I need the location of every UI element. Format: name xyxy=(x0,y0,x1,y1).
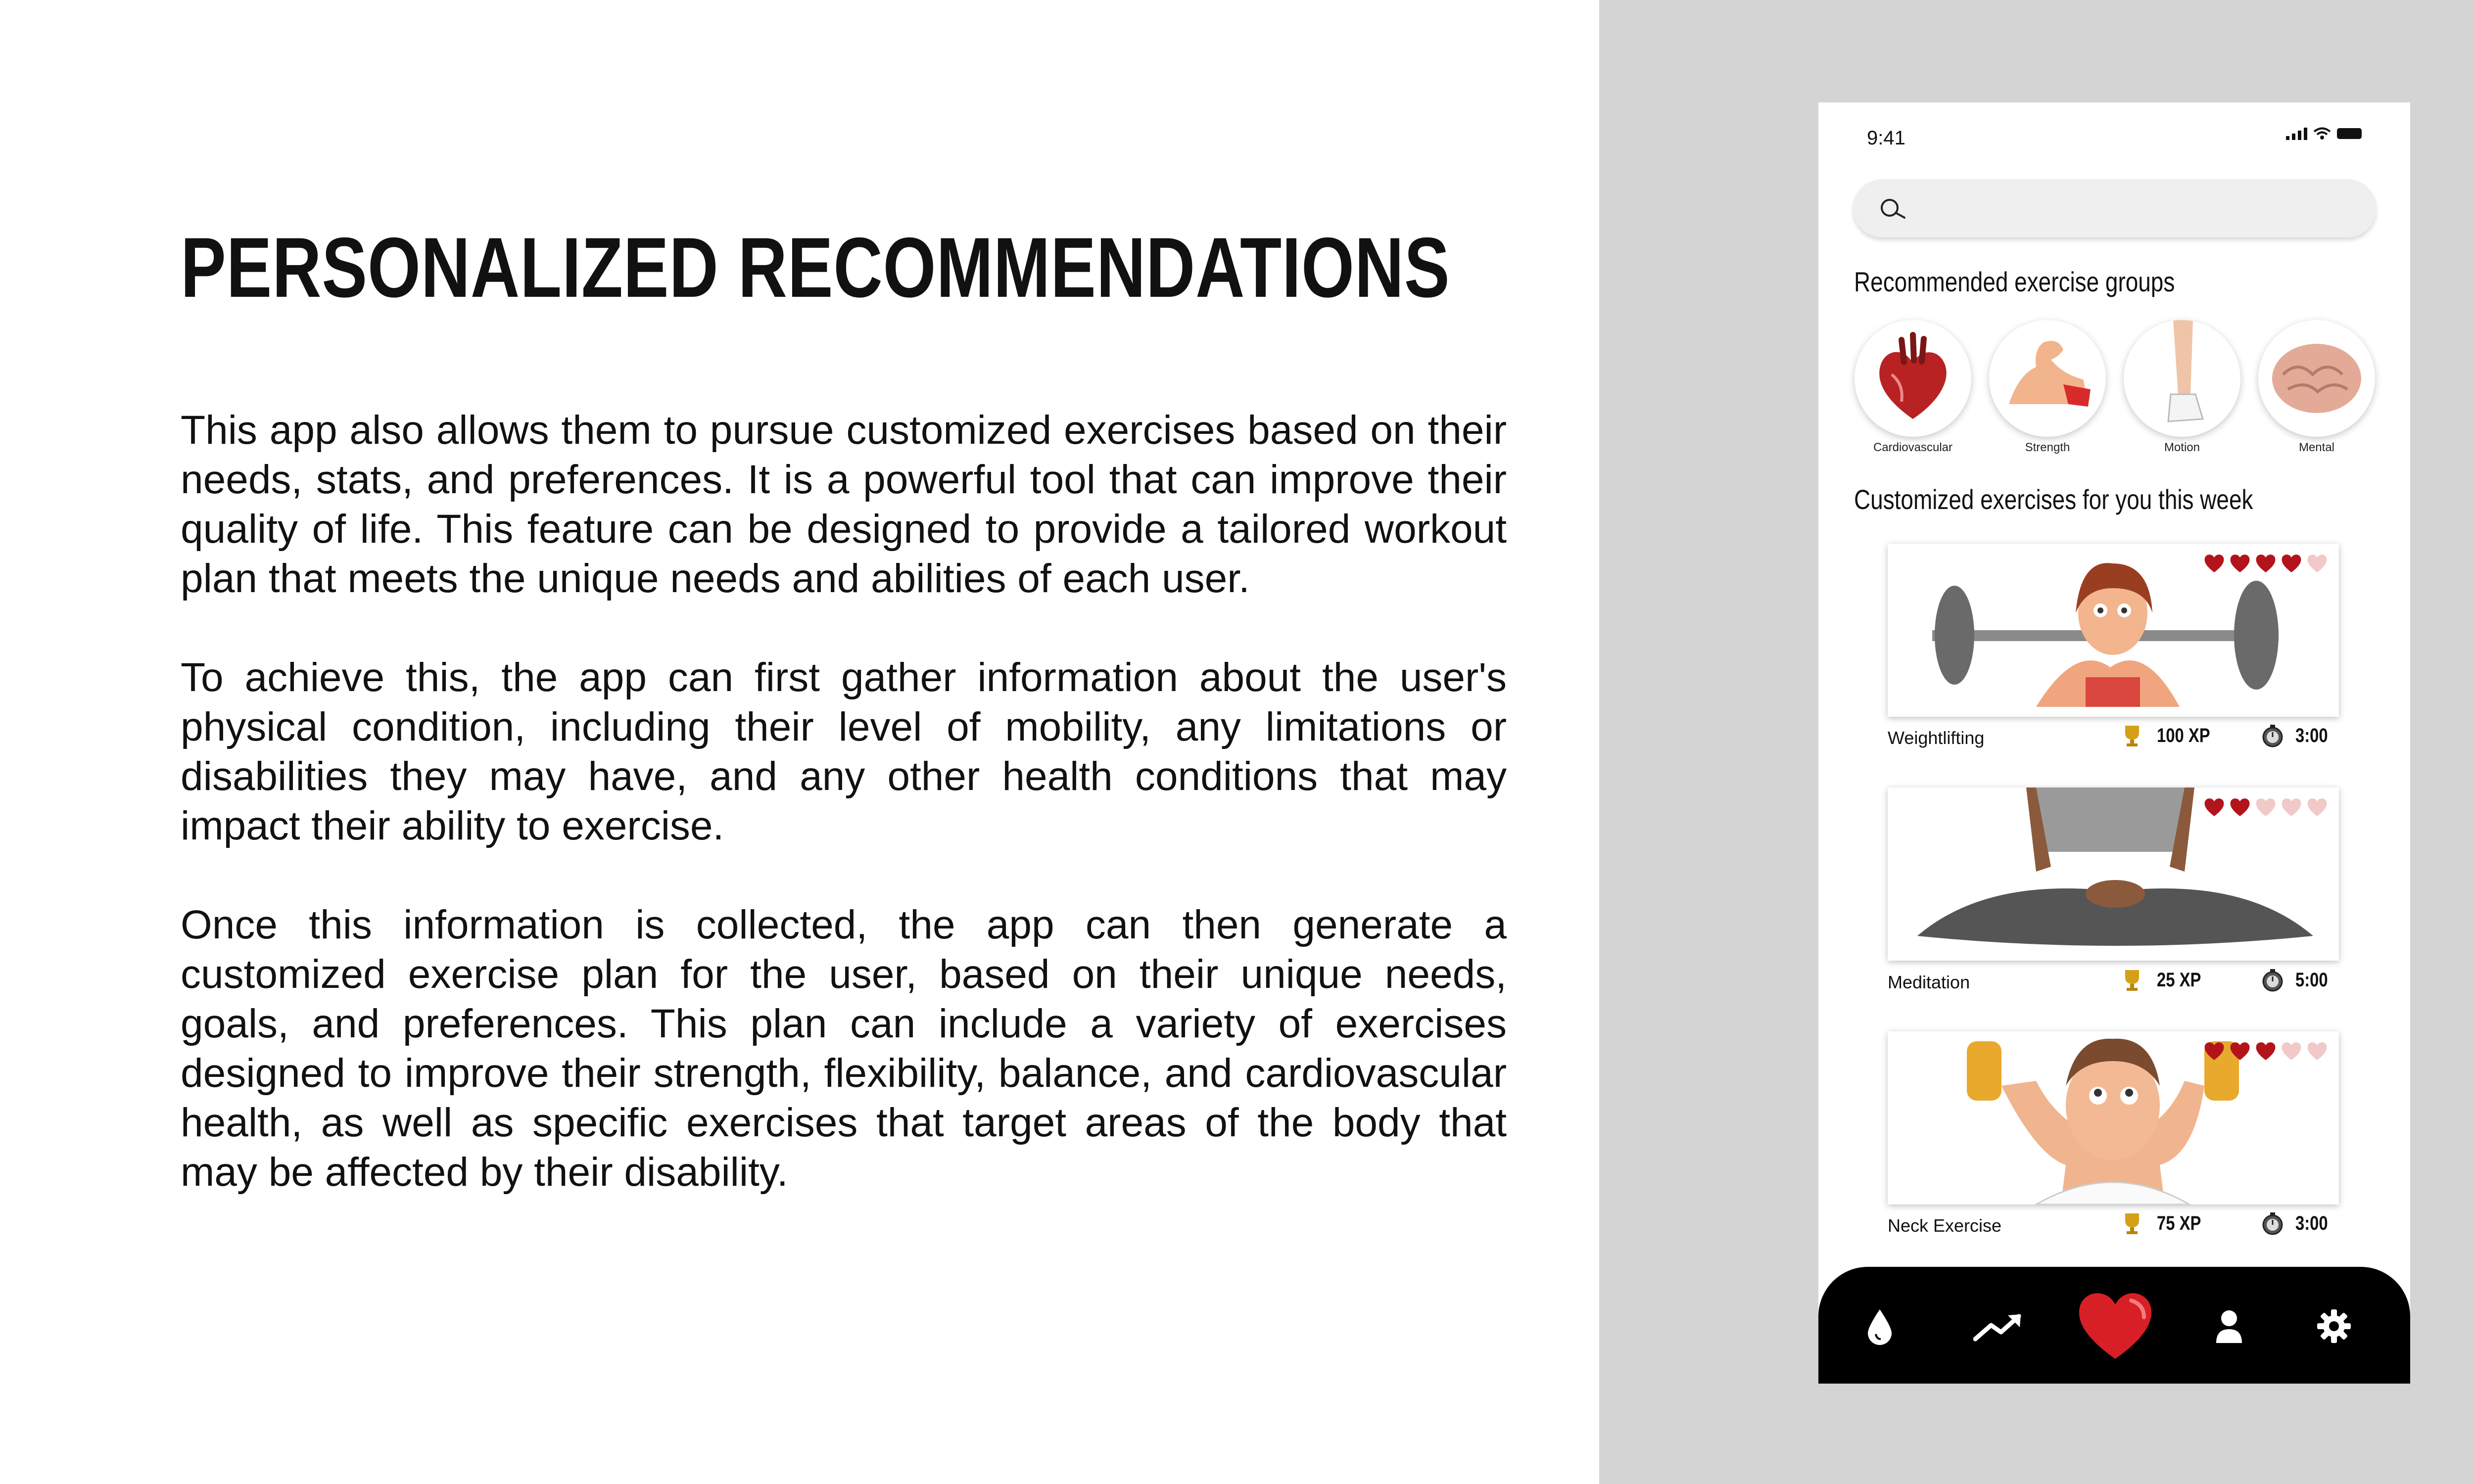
groups-heading: Recommended exercise groups xyxy=(1854,266,2175,297)
exercise-card-neck-exercise[interactable] xyxy=(1888,1031,2339,1205)
trophy-icon xyxy=(2119,967,2145,993)
heart-empty-icon xyxy=(2306,796,2328,817)
heart-filled-icon xyxy=(2229,553,2251,573)
xp-value: 75 XP xyxy=(2157,1212,2201,1234)
heart-empty-icon xyxy=(2306,553,2328,573)
group-cardiovascular[interactable] xyxy=(1853,320,1973,455)
exercises-heading: Customized exercises for you this week xyxy=(1854,484,2253,515)
heart-empty-icon xyxy=(2281,1040,2302,1061)
stopwatch-icon xyxy=(2260,1210,2285,1236)
group-motion[interactable] xyxy=(2122,320,2242,455)
trophy-icon xyxy=(2119,723,2145,748)
exercise-card-meditation[interactable] xyxy=(1888,788,2339,961)
xp-group xyxy=(2119,723,2222,748)
xp-value: 25 XP xyxy=(2157,969,2201,991)
heart-filled-icon xyxy=(2203,796,2225,817)
exercise-name: Neck Exercise xyxy=(1888,1215,2002,1236)
strength-bicep-icon xyxy=(1989,320,2106,437)
time-value: 5:00 xyxy=(2295,969,2328,991)
difficulty-hearts xyxy=(2203,796,2328,817)
group-strength[interactable] xyxy=(1988,320,2107,455)
mental-brain-icon xyxy=(2258,320,2375,437)
wifi-icon xyxy=(2313,127,2331,140)
status-time: 9:41 xyxy=(1867,127,1905,149)
paragraph-1: This app also allows them to pursue customized exercises based on their needs, stats, and preferences. It is a powerful tool that can improve their quality of life. This feature can be designed to provide a tailored workout plan that meets the unique needs and abilities of each user. xyxy=(181,408,1507,601)
heart-filled-icon xyxy=(2281,553,2302,573)
exercise-meta xyxy=(1888,1210,2339,1240)
cardiovascular-heart-icon xyxy=(1855,320,1971,437)
heart-icon[interactable] xyxy=(2076,1287,2155,1361)
heart-filled-icon xyxy=(2203,553,2225,573)
exercise-groups xyxy=(1853,320,2378,468)
phone-screen xyxy=(1818,102,2410,1384)
heart-empty-icon xyxy=(2306,1040,2328,1061)
signal-icon xyxy=(2286,127,2307,140)
group-mental[interactable] xyxy=(2257,320,2377,455)
time-group xyxy=(2260,723,2335,748)
exercise-name: Weightlifting xyxy=(1888,728,1985,748)
heart-filled-icon xyxy=(2229,1040,2251,1061)
time-group xyxy=(2260,1210,2335,1236)
heart-filled-icon xyxy=(2255,553,2277,573)
exercise-meta xyxy=(1888,967,2339,997)
search-icon xyxy=(1878,197,1907,221)
stopwatch-icon xyxy=(2260,723,2285,748)
group-label: Mental xyxy=(2298,441,2335,454)
exercise-name: Meditation xyxy=(1888,972,1970,992)
motion-leg-icon xyxy=(2124,320,2240,437)
stopwatch-icon xyxy=(2260,967,2285,993)
battery-icon xyxy=(2337,128,2362,139)
xp-value: 100 XP xyxy=(2157,724,2210,746)
heart-filled-icon xyxy=(2255,1040,2277,1061)
settings-gear-icon[interactable] xyxy=(2316,1308,2352,1344)
paragraph-2: To achieve this, the app can first gather information about the user's physical condition, including their level of mobility, any limitations or disabilities they may have, and any other health conditions that may impact their ability to exercise. xyxy=(181,655,1507,848)
water-drop-icon[interactable] xyxy=(1866,1308,1894,1346)
time-value: 3:00 xyxy=(2295,1212,2328,1234)
difficulty-hearts xyxy=(2203,1040,2328,1061)
xp-group xyxy=(2119,1210,2211,1236)
trending-up-icon[interactable] xyxy=(1973,1312,2023,1342)
heart-filled-icon xyxy=(2203,1040,2225,1061)
time-value: 3:00 xyxy=(2295,724,2328,746)
heart-empty-icon xyxy=(2281,796,2302,817)
slide-title: PERSONALIZED RECOMMENDATIONS xyxy=(181,220,1450,315)
exercise-meta xyxy=(1888,723,2339,752)
trophy-icon xyxy=(2119,1210,2145,1236)
search-bar[interactable] xyxy=(1853,179,2377,237)
status-icons xyxy=(2286,127,2362,140)
group-label: Cardiovascular xyxy=(1873,441,1953,454)
group-label: Motion xyxy=(2164,441,2200,454)
bottom-navbar xyxy=(1818,1267,2410,1384)
user-icon[interactable] xyxy=(2214,1308,2244,1344)
heart-empty-icon xyxy=(2255,796,2277,817)
xp-group xyxy=(2119,967,2211,993)
difficulty-hearts xyxy=(2203,553,2328,573)
group-label: Strength xyxy=(2025,441,2070,454)
paragraph-3: Once this information is collected, the app can then generate a customized exercise plan for the user, based on their unique needs, goals, and preferences. This plan can include a variety of exercises designed to improve their strength, flexibility, balance, and cardiovascular health, as well as specific exercises that target areas of the body that may be affected by their disability. xyxy=(181,902,1507,1195)
exercise-card-weightlifting[interactable] xyxy=(1888,544,2339,717)
heart-filled-icon xyxy=(2229,796,2251,817)
time-group xyxy=(2260,967,2335,993)
